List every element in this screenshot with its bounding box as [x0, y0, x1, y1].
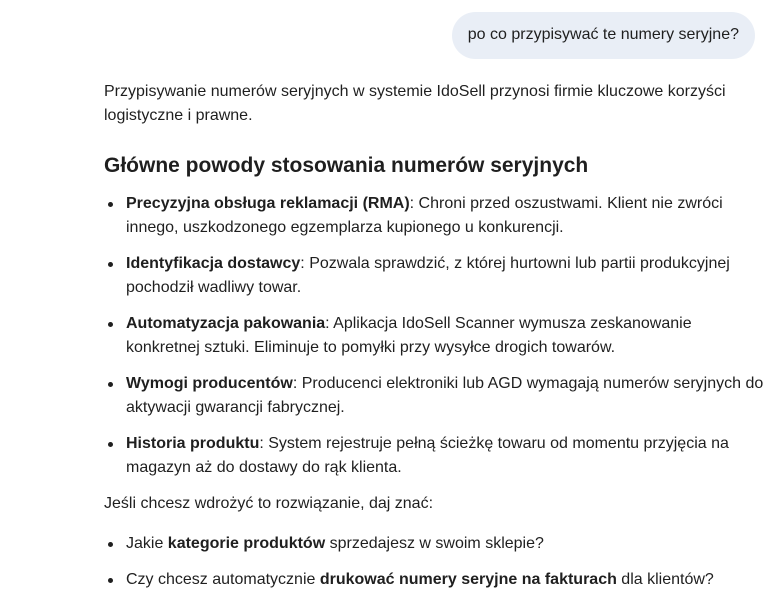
response-heading: Główne powody stosowania numerów seryjnych	[104, 154, 589, 177]
user-message-text: po co przypisywać te numery seryjne?	[467, 26, 739, 43]
reason-text: : Pozwala sprawdzić, z której hurtowni lub partii produkcyjnej pochodził wadliwy towar.	[126, 255, 730, 296]
reason-title: Wymogi producentów	[126, 375, 293, 392]
bullet-icon	[108, 262, 113, 267]
bullet-icon	[108, 542, 113, 547]
reason-title: Identyfikacja dostawcy	[126, 255, 301, 272]
bullet-icon	[108, 442, 113, 447]
question-text-after: sprzedajesz w swoim sklepie?	[325, 535, 544, 552]
question-text-bold: drukować numery seryjne na fakturach	[319, 571, 617, 588]
question-text-after: dla klientów?	[616, 571, 714, 588]
list-item	[104, 312, 764, 360]
bullet-icon	[108, 202, 113, 207]
list-item	[104, 432, 764, 480]
list-item	[104, 192, 764, 240]
list-item	[104, 532, 764, 556]
reason-text: : Chroni przed oszustwami. Klient nie zwróci innego, uszkodzonego egzemplarza kupionego u konkurencji.	[126, 195, 723, 236]
list-item	[104, 252, 764, 300]
response-intro: Przypisywanie numerów seryjnych w systemie IdoSell przynosi firmie kluczowe korzyści logistyczne i prawne.	[104, 83, 726, 124]
question-text-before: Czy chcesz automatycznie	[126, 571, 320, 588]
bullet-icon	[108, 578, 113, 583]
reason-text: : Producenci elektroniki lub AGD wymagają numerów seryjnych do aktywacji gwarancji fabrycznej.	[126, 375, 764, 416]
questions-list	[104, 532, 764, 592]
user-message-bubble	[452, 12, 755, 59]
reason-title: Automatyzacja pakowania	[126, 315, 326, 332]
reason-text: : Aplikacja IdoSell Scanner wymusza zeskanowanie konkretnej sztuki. Eliminuje to pomyłki przy wysyłce drogich towarów.	[126, 315, 692, 356]
reason-title: Precyzyjna obsługa reklamacji (RMA)	[126, 195, 410, 212]
bullet-icon	[108, 322, 113, 327]
list-item	[104, 372, 764, 420]
bullet-icon	[108, 382, 113, 387]
reason-text: : System rejestruje pełną ścieżkę towaru od momentu przyjęcia na magazyn aż do dostawy do rąk klienta.	[126, 435, 729, 476]
response-cta: Jeśli chcesz wdrożyć to rozwiązanie, daj znać:	[104, 495, 434, 512]
assistant-response	[104, 80, 764, 604]
list-item	[104, 568, 764, 592]
question-text-bold: kategorie produktów	[167, 535, 326, 552]
reasons-list	[104, 192, 764, 480]
question-text-before: Jakie	[126, 535, 168, 552]
reason-title: Historia produktu	[126, 435, 260, 452]
